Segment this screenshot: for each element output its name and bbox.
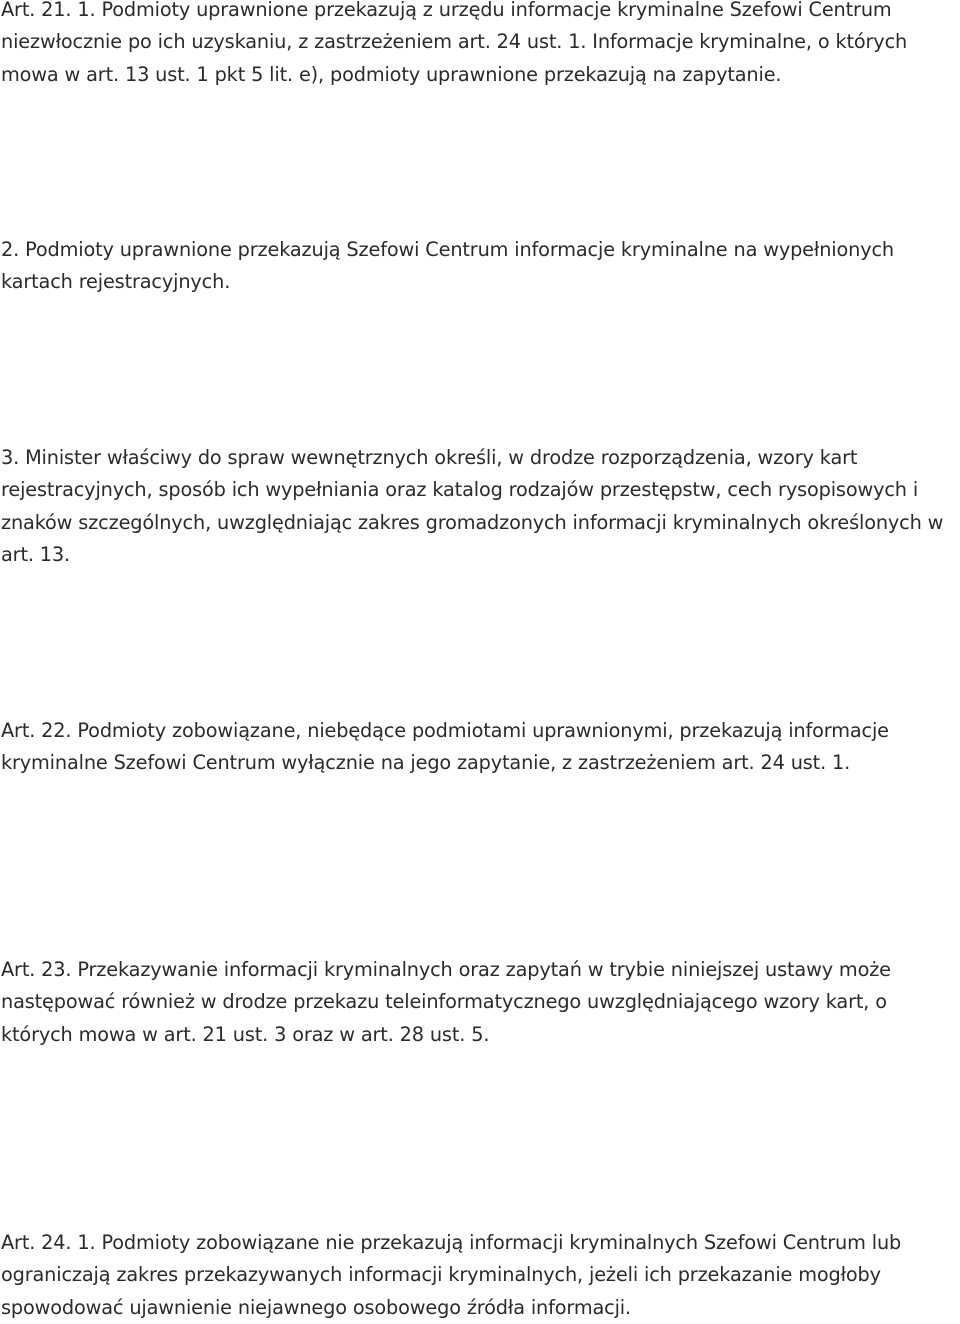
- paragraph-art-24-1: Art. 24. 1. Podmioty zobowiązane nie przekazują informacji kryminalnych Szefowi Centrum lub ograniczają zakres przekazywanych informacji kryminalnych, jeżeli ich przekazanie mogłoby spowodować ujawnienie niejawnego osobowego źródła informacji.: [1, 1231, 902, 1319]
- paragraph-art-21-1: Art. 21. 1. Podmioty uprawnione przekazują z urzędu informacje kryminalne Szefowi Centrum niezwłocznie po ich uzyskaniu, z zastrzeżeniem art. 24 ust. 1. Informacje kryminalne, o których mowa w art. 13 ust. 1 pkt 5 lit. e), podmioty uprawnione przekazują na zapytanie.: [1, 0, 908, 86]
- paragraph-art-21-3: 3. Minister właściwy do spraw wewnętrznych określi, w drodze rozporządzenia, wzory kart rejestracyjnych, sposób ich wypełniania oraz katalog rodzajów przestępstw, cech rysopisowych i znaków szczególnych, uwzględniając zakres gromadzonych informacji kryminalnych określonych w art. 13.: [1, 446, 944, 567]
- paragraph-art-21-2: 2. Podmioty uprawnione przekazują Szefowi Centrum informacje kryminalne na wypełnionych kartach rejestracyjnych.: [1, 238, 894, 294]
- paragraph-art-23: Art. 23. Przekazywanie informacji kryminalnych oraz zapytań w trybie niniejszej ustawy może następować również w drodze przekazu teleinformatycznego uwzględniającego wzory kart, o których mowa w art. 21 ust. 3 oraz w art. 28 ust. 5.: [1, 958, 891, 1046]
- paragraph-art-22: Art. 22. Podmioty zobowiązane, niebędące podmiotami uprawnionymi, przekazują informacje kryminalne Szefowi Centrum wyłącznie na jego zapytanie, z zastrzeżeniem art. 24 ust. 1.: [1, 719, 889, 775]
